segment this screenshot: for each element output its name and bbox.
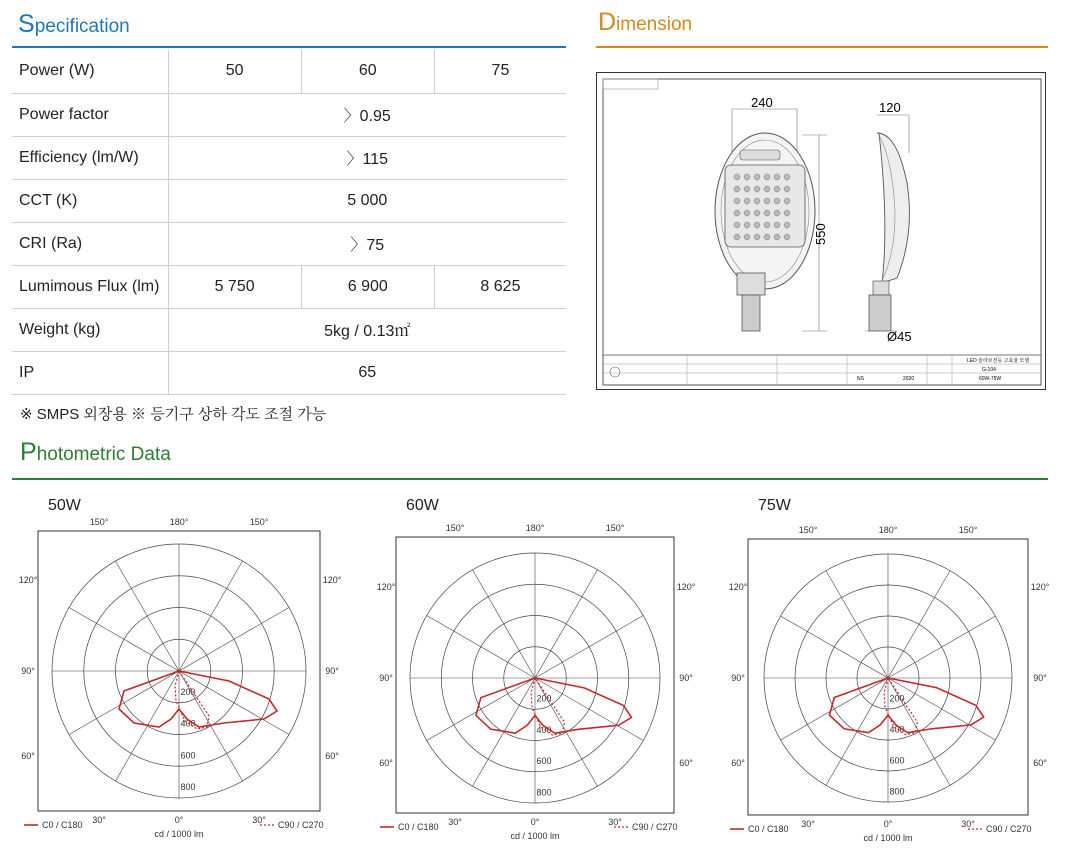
polar-chart	[14, 495, 354, 847]
polar-chart	[370, 495, 710, 847]
polar-chart-title: 75W	[758, 497, 791, 514]
cell: 60	[301, 50, 434, 93]
polar-plot	[720, 495, 1060, 847]
cell: 50	[168, 50, 301, 93]
photometric-heading-cap: P	[20, 438, 37, 466]
photometric-rule	[12, 478, 1048, 480]
angle-label-180: 180°	[525, 523, 545, 533]
angle-label-60: 60°	[679, 758, 693, 768]
specification-table	[12, 50, 566, 395]
angle-label-30: 30°	[608, 817, 622, 827]
row-label: Power (W)	[12, 50, 168, 93]
specification-heading-rest: pecification	[34, 16, 130, 37]
drawing-scale: NS	[857, 376, 864, 382]
row-label: CRI (Ra)	[12, 222, 168, 265]
pole-dim-label: Ø45	[887, 329, 912, 344]
angle-label-120: 120°	[18, 575, 38, 585]
legend-c90-label: C90 / C270	[632, 822, 678, 832]
radial-label: 800	[536, 787, 552, 798]
table-row	[12, 265, 566, 308]
radial-label: 600	[180, 750, 196, 761]
photometric-heading-rest: hotometric Data	[36, 444, 171, 465]
angle-label-150: 150°	[798, 525, 818, 535]
polar-chart-title: 60W	[406, 497, 439, 514]
radial-label: 400	[536, 724, 552, 735]
angle-label-30: 30°	[448, 817, 462, 827]
front-view	[715, 95, 828, 331]
angle-label-60: 60°	[21, 751, 35, 761]
cell: 65	[168, 351, 566, 394]
radial-label: 200	[889, 693, 905, 704]
height-dim-label: 550	[813, 223, 828, 245]
angle-label-120: 120°	[1030, 582, 1050, 592]
curve-c0-c180	[476, 678, 632, 733]
table-row	[12, 179, 566, 222]
unit-label: cd / 1000 lm	[154, 829, 204, 839]
angle-label-150: 150°	[249, 517, 269, 527]
angle-label-150: 150°	[958, 525, 978, 535]
angle-label-0: 0°	[174, 815, 184, 825]
depth-dim-label: 120	[879, 100, 901, 115]
cell: 8 625	[434, 265, 566, 308]
width-dim-label: 240	[751, 95, 773, 110]
row-label: Power factor	[12, 93, 168, 136]
cell: 75	[434, 50, 566, 93]
row-label: IP	[12, 351, 168, 394]
technical-drawing	[597, 73, 1047, 391]
angle-label-30: 30°	[961, 819, 975, 829]
radial-label: 600	[536, 756, 552, 767]
radial-label: 600	[889, 755, 905, 766]
specification-rule	[12, 46, 566, 48]
angle-label-120: 120°	[376, 582, 396, 592]
radial-label: 800	[180, 782, 196, 793]
table-row	[12, 93, 566, 136]
dimension-heading-rest: imension	[616, 14, 693, 35]
angle-label-90: 90°	[731, 673, 745, 683]
angle-label-120: 120°	[676, 582, 696, 592]
specification-heading-cap: S	[18, 10, 35, 38]
polar-chart	[720, 495, 1060, 847]
legend-c0-label: C0 / C180	[42, 820, 83, 830]
angle-label-120: 120°	[322, 575, 342, 585]
unit-label: cd / 1000 lm	[510, 831, 560, 841]
angle-label-90: 90°	[379, 673, 393, 683]
table-row	[12, 50, 566, 93]
row-label: Efficiency (lm/W)	[12, 136, 168, 179]
radial-label: 200	[180, 686, 196, 697]
angle-label-150: 150°	[445, 523, 465, 533]
dimension-drawing	[596, 72, 1046, 390]
photometric-heading	[20, 438, 171, 467]
cell: 5 750	[168, 265, 301, 308]
cell: 5 000	[168, 179, 566, 222]
polar-plot	[370, 495, 710, 847]
polar-plot	[14, 495, 354, 847]
drawing-name: LED 슬라브전등 고효율 모델	[967, 358, 1030, 364]
angle-label-60: 60°	[379, 758, 393, 768]
dimension-rule	[596, 46, 1048, 48]
angle-label-90: 90°	[679, 673, 693, 683]
angle-label-90: 90°	[21, 666, 35, 676]
legend-c90-label: C90 / C270	[278, 820, 324, 830]
drawing-code: G-104	[982, 367, 996, 373]
table-row	[12, 136, 566, 179]
unit-label: cd / 1000 lm	[863, 833, 913, 843]
side-view	[865, 100, 912, 344]
row-label: Weight (kg)	[12, 308, 168, 351]
drawing-model: 60W-75W	[979, 376, 1002, 382]
cell: 5kg / 0.13㎡	[168, 308, 566, 351]
dimension-heading	[598, 8, 692, 37]
cell: 6 900	[301, 265, 434, 308]
radial-label: 800	[889, 786, 905, 797]
angle-label-30: 30°	[92, 815, 106, 825]
legend-c0-label: C0 / C180	[398, 822, 439, 832]
angle-label-180: 180°	[878, 525, 898, 535]
drawing-year: 2020	[903, 376, 915, 382]
row-label: CCT (K)	[12, 179, 168, 222]
spec-note: ※ SMPS 외장용 ※ 등기구 상하 각도 조절 가능	[20, 406, 327, 423]
radial-label: 200	[536, 693, 552, 704]
angle-label-60: 60°	[325, 751, 339, 761]
angle-label-60: 60°	[1033, 758, 1047, 768]
angle-label-30: 30°	[801, 819, 815, 829]
table-row	[12, 351, 566, 394]
angle-label-150: 150°	[89, 517, 109, 527]
angle-label-150: 150°	[605, 523, 625, 533]
row-label: Lumimous Flux (lm)	[12, 265, 168, 308]
dimension-heading-cap: D	[598, 8, 617, 36]
angle-label-90: 90°	[1033, 673, 1047, 683]
legend-c90-label: C90 / C270	[986, 824, 1032, 834]
table-row	[12, 308, 566, 351]
radial-label: 400	[180, 718, 196, 729]
radial-label: 400	[889, 724, 905, 735]
polar-chart-title: 50W	[48, 497, 81, 514]
angle-label-120: 120°	[728, 582, 748, 592]
angle-label-60: 60°	[731, 758, 745, 768]
specification-heading	[18, 10, 130, 39]
angle-label-90: 90°	[325, 666, 339, 676]
cell: 〉0.95	[168, 93, 566, 136]
cell: 〉115	[168, 136, 566, 179]
cell: 〉75	[168, 222, 566, 265]
legend-c0-label: C0 / C180	[748, 824, 789, 834]
angle-label-0: 0°	[530, 817, 540, 827]
table-row	[12, 222, 566, 265]
angle-label-0: 0°	[883, 819, 893, 829]
angle-label-30: 30°	[252, 815, 266, 825]
angle-label-180: 180°	[169, 517, 189, 527]
title-block	[603, 355, 1041, 385]
